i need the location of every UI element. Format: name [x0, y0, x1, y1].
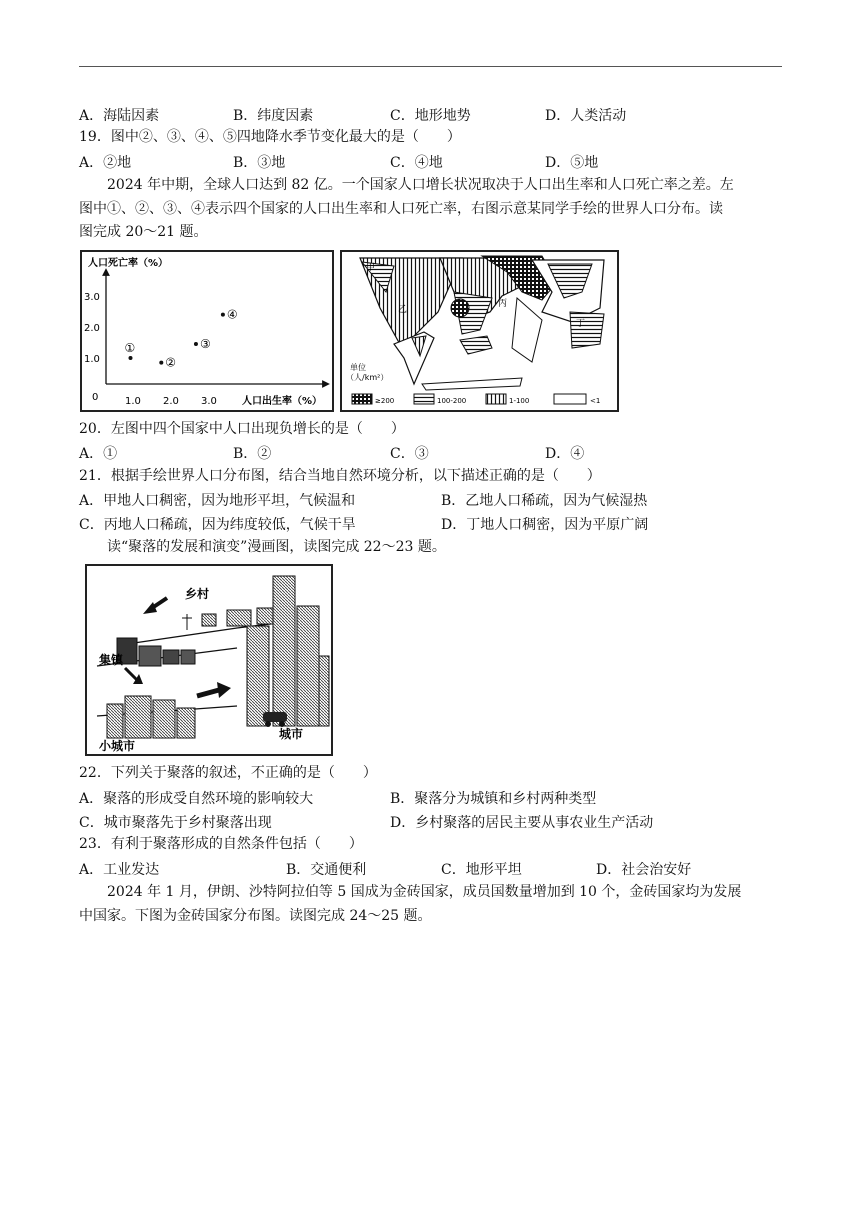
q22-option-d[interactable]: D．乡村聚落的居民主要从事农业生产活动	[390, 815, 654, 831]
passage-24-25-line2: 中国家。下图为金砖国家分布图。读图完成 24～25 题。	[79, 908, 432, 924]
passage-20-21-line3: 图完成 20～21 题。	[79, 224, 208, 240]
scatter-point-label-3: ③	[199, 337, 211, 352]
q20-option-a[interactable]: A．①	[79, 446, 118, 462]
y-tick-3: 3.0	[84, 292, 100, 303]
label-jia: 甲	[366, 263, 376, 273]
city-skyscraper	[319, 656, 329, 726]
town-building	[181, 650, 195, 664]
y-axis-label: 人口死亡率（%）	[88, 258, 169, 269]
scatter-point-label-2: ②	[165, 355, 177, 370]
town-building	[139, 646, 161, 666]
population-map-figure	[340, 250, 619, 412]
q23-stem: 23．有利于聚落形成的自然条件包括（ ）	[79, 836, 363, 852]
car-wheel	[265, 721, 271, 727]
q19-option-a[interactable]: A．②地	[79, 155, 132, 171]
q19-stem: 19．图中②、③、④、⑤四地降水季节变化最大的是（ ）	[79, 129, 461, 145]
legend-swatch-200	[352, 394, 372, 404]
q21-option-b[interactable]: B．乙地人口稀疏，因为气候湿热	[441, 493, 648, 509]
scatter-point-4	[221, 313, 225, 317]
passage-20-21-line2: 图中①、②、③、④表示四个国家的人口出生率和人口死亡率，右图示意某同学手绘的世界人口分布。读	[79, 201, 723, 217]
arrow-city-head	[217, 682, 231, 698]
y-tick-1: 1.0	[84, 354, 100, 365]
village-house	[202, 614, 216, 626]
q21-option-d[interactable]: D．丁地人口稠密，因为平原广阔	[441, 517, 649, 533]
header-rule	[79, 66, 782, 67]
x-axis-label: 人口出生率（%）	[242, 396, 323, 407]
q22-stem: 22．下列关于聚落的叙述，不正确的是（ ）	[79, 765, 377, 781]
q21-stem: 21．根据手绘世界人口分布图，结合当地自然环境分析，以下描述正确的是（ ）	[79, 468, 601, 484]
legend-label-100-200: 100-200	[437, 397, 467, 405]
legend-label-200: ≥200	[375, 397, 395, 405]
q20-stem: 20．左图中四个国家中人口出现负增长的是（ ）	[79, 421, 405, 437]
label-market-town: 集镇	[99, 653, 124, 667]
passage-22-23: 读“聚落的发展和演变”漫画图，读图完成 22～23 题。	[107, 539, 446, 555]
small-city-building	[153, 700, 175, 738]
scatter-point-label-1: ①	[124, 341, 136, 355]
q21-option-c[interactable]: C．丙地人口稀疏，因为纬度较低，气候干旱	[79, 517, 356, 533]
legend-swatch-1-100	[486, 394, 506, 404]
q20-option-d[interactable]: D．④	[545, 446, 585, 462]
q18-option-c[interactable]: C．地形地势	[390, 108, 471, 124]
small-city-building	[125, 696, 151, 738]
population-map	[342, 252, 617, 410]
small-city-building	[107, 704, 123, 738]
scatter-point-2	[159, 361, 163, 365]
legend-label-lt1: <1	[590, 397, 601, 405]
q23-option-a[interactable]: A．工业发达	[79, 862, 160, 878]
legend-label-1-100: 1-100	[509, 397, 530, 405]
x-tick-2: 2.0	[163, 396, 179, 407]
arrow-town	[125, 668, 137, 680]
island-shape	[460, 336, 492, 354]
oceania-shape	[570, 312, 604, 348]
small-city-building	[177, 708, 195, 738]
q20-option-b[interactable]: B．②	[233, 446, 272, 462]
x-tick-1: 1.0	[125, 396, 141, 407]
label-ding: 丁	[576, 319, 586, 329]
q22-option-b[interactable]: B．聚落分为城镇和乡村两种类型	[390, 791, 597, 807]
q20-option-c[interactable]: C．③	[390, 446, 429, 462]
q19-option-c[interactable]: C．④地	[390, 155, 443, 171]
dense-region	[451, 299, 469, 317]
village-house	[227, 610, 251, 626]
q21-option-a[interactable]: A．甲地人口稠密，因为地形平坦，气候温和	[79, 493, 356, 509]
passage-24-25-line1: 2024 年 1 月，伊朗、沙特阿拉伯等 5 国成为金砖国家，成员国数量增加到 10 个，金砖国家均为发展	[107, 884, 742, 900]
q18-option-b[interactable]: B．纬度因素	[233, 108, 314, 124]
arc-shape	[512, 298, 542, 362]
city-skyscraper	[273, 576, 295, 726]
label-small-city: 小城市	[99, 739, 136, 753]
q19-option-d[interactable]: D．⑤地	[545, 155, 599, 171]
q22-option-c[interactable]: C．城市聚落先于乡村聚落出现	[79, 815, 272, 831]
scatter-chart-figure	[80, 250, 334, 412]
q18-option-d[interactable]: D．人类活动	[545, 108, 627, 124]
q23-option-b[interactable]: B．交通便利	[286, 862, 367, 878]
legend-unit: 单位 （人/km²）	[346, 363, 389, 382]
scatter-chart	[82, 252, 332, 410]
q18-option-a[interactable]: A．海陆因素	[79, 108, 160, 124]
city-skyscraper	[297, 606, 319, 726]
city-skyscraper	[247, 626, 269, 726]
passage-20-21-line1: 2024 年中期，全球人口达到 82 亿。一个国家人口增长状况取决于人口出生率和人口死亡率之差。左	[107, 177, 734, 193]
scatter-point-label-4: ④	[226, 307, 238, 322]
q23-option-c[interactable]: C．地形平坦	[441, 862, 522, 878]
legend-swatch-lt1	[554, 394, 586, 404]
settlement-cartoon	[85, 564, 333, 756]
car	[263, 712, 287, 722]
origin-label: 0	[92, 392, 99, 403]
label-village: 乡村	[185, 587, 210, 601]
label-yi: 乙	[398, 305, 408, 315]
settlement-cartoon-drawing	[87, 566, 331, 754]
arrow-city	[197, 690, 219, 696]
scatter-point-1	[129, 356, 133, 360]
legend-swatch-100-200	[414, 394, 434, 404]
y-tick-2: 2.0	[84, 323, 100, 334]
q22-option-a[interactable]: A．聚落的形成受自然环境的影响较大	[79, 791, 314, 807]
q19-option-b[interactable]: B．③地	[233, 155, 286, 171]
town-building	[163, 650, 179, 664]
x-tick-3: 3.0	[201, 396, 217, 407]
scatter-point-3	[194, 342, 198, 346]
antarctica-shape	[422, 378, 522, 390]
label-bing: 丙	[498, 299, 508, 309]
q23-option-d[interactable]: D．社会治安好	[596, 862, 692, 878]
label-city: 城市	[279, 727, 304, 741]
